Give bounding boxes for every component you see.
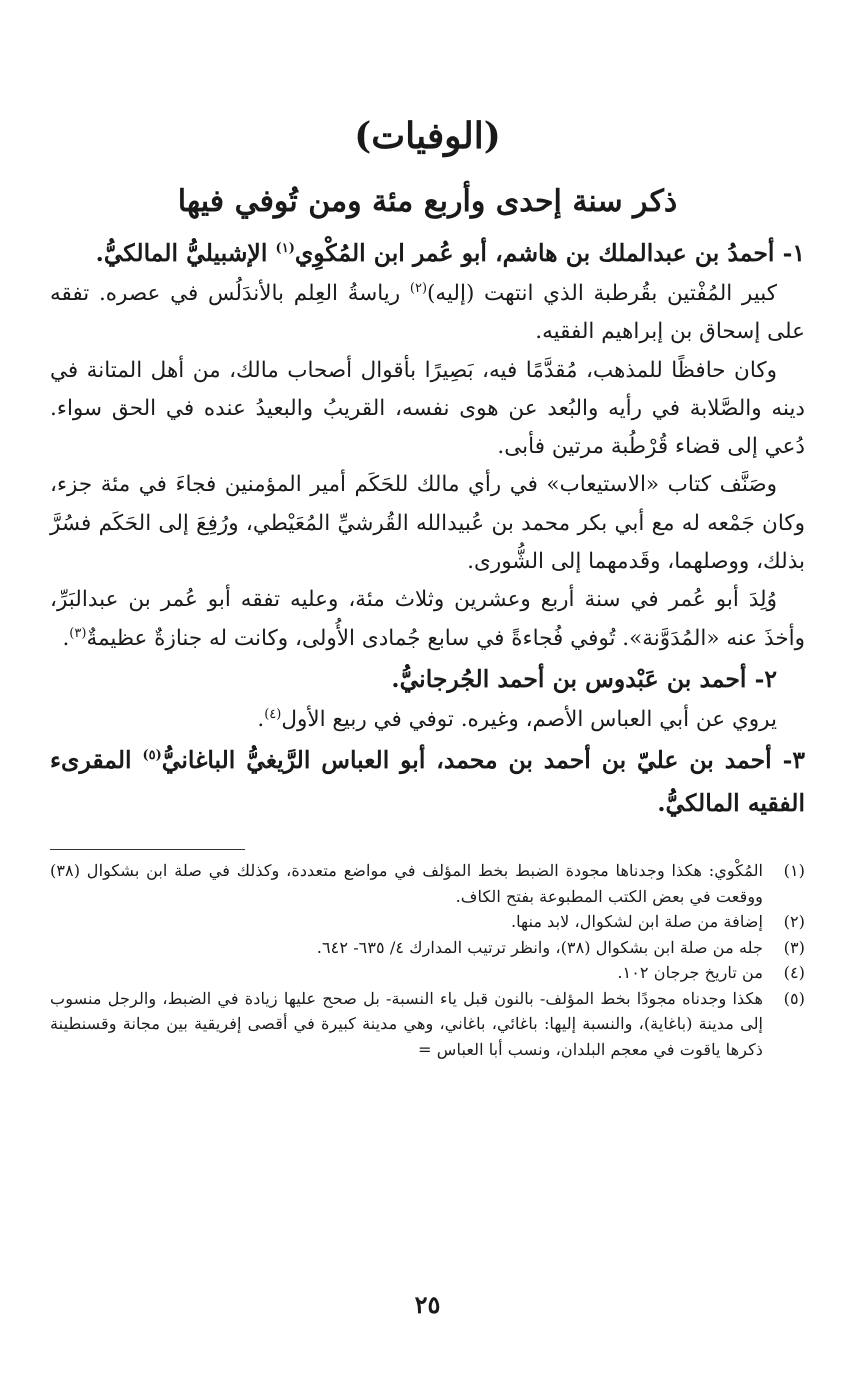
- footnote-text: هكذا وجدناه مجودًا بخط المؤلف- بالنون قبل ياء النسبة- بل صحح عليها زيادة في الضبط، والرجل منسوب إلى مدينة (باغاية)، والنسبة إليها: باغائي، باغاني، وهي مدينة كبيرة في أقصى إفريقية بين مجانة وقسنطينة ذكرها ياقوت في معجم البلدان، ونسب أبا العباس =: [50, 988, 763, 1059]
- page-number: ٢٥: [414, 1290, 441, 1319]
- chapter-title: (الوفيات): [354, 115, 501, 157]
- paragraph: [50, 466, 805, 581]
- paragraph: [50, 275, 805, 352]
- footnote-4: [50, 960, 805, 986]
- paragraph: [50, 581, 805, 658]
- footnote-text: إضافة من صلة ابن لشكوال، لابد منها.: [510, 912, 763, 932]
- paragraph-text: يروي عن أبي العباس الأصم، وغيره. توفي في ربيع الأول: [281, 706, 777, 732]
- footnote-ref: (٢): [409, 280, 428, 296]
- entry-heading-3: [50, 739, 805, 825]
- paragraph-text: وُلِدَ أبو عُمر في سنة أربع وعشرين وثلاث مئة، وعليه تفقه أبو عُمر بن عبدالبَرِّ، وأخذَ عنه «المُدَوَّنة». تُوفي فُجاءةً في سابع جُمادى الأُولى، وكانت له جنازةٌ عظيمةٌ: [50, 587, 805, 651]
- footnotes: [50, 858, 805, 1062]
- entry-heading-text: ١- أحمدُ بن عبدالملك بن هاشم، أبو عُمر ابن المُكْوِي: [294, 239, 805, 267]
- paragraph: [50, 701, 805, 739]
- paragraph: [50, 352, 805, 467]
- paragraph-text: كبير المُفْتين بقُرطبة الذي انتهت (إليه): [427, 281, 777, 306]
- entry-heading-1: [50, 232, 805, 275]
- footnote-ref: (٣): [69, 625, 87, 641]
- paragraph-text: وكان حافظًا للمذهب، مُقدَّمًا فيه، بَصِيرًا بأقوال أصحاب مالك، من أهل المتانة في دينه والصَّلابة في رأيه والبُعد عن هوى نفسه، القريبُ والبعيدُ عنده في الحق سواء. دُعي إلى قضاء قُرْطُبة مرتين فأبى.: [50, 357, 805, 460]
- footnote-ref: (١): [275, 241, 295, 257]
- footnote-number: (٢): [783, 912, 805, 932]
- entry-heading-text: ٣- أحمد بن عليّ بن أحمد بن محمد، أبو العباس الرَّيغيُّ الباغانيُّ: [161, 746, 805, 775]
- paragraph-text: وصَنَّف كتاب «الاستيعاب» في رأي مالك للحَكَم أمير المؤمنين فجاءَ في مئة جزء، وكان جَمْعه له مع أبي بكر محمد بن عُبيدالله القُرشيِّ المُعَيْطي، ورُفِعَ إلى الحَكَم فسُرَّ بذلك، ووصلهما، وقَدمهما إلى الشُّورى.: [50, 472, 805, 575]
- footnote-divider: [50, 849, 245, 850]
- paragraph-text-tail: .: [257, 706, 265, 732]
- footnote-number: (٤): [783, 963, 805, 983]
- footnote-number: (٣): [783, 937, 805, 957]
- footnote-2: [50, 909, 805, 935]
- entry-heading-text: ٢- أحمد بن عَبْدوس بن أحمد الجُرجانيُّ.: [391, 664, 777, 693]
- footnote-3: [50, 935, 805, 961]
- footnote-text: من تاريخ جرجان ١٠٢.: [617, 963, 763, 983]
- footnote-text: المُكْوي: هكذا وجدناها مجودة الضبط بخط المؤلف في مواضع متعددة، وكذلك في صلة ابن بشكوال (٣٨) ووقعت في بعض الكتب المطبوعة بفتح الكاف.: [50, 861, 763, 906]
- footnote-ref: (٥): [142, 748, 162, 764]
- footnote-5: [50, 986, 805, 1063]
- paragraph-text-tail: رياسةُ العِلم بالأندَلُس في عصره. تفقه على إسحاق بن إبراهيم الفقيه.: [50, 281, 805, 345]
- entry-heading-2: [50, 658, 805, 701]
- entry-heading-tail: الإشبيليُّ المالكيُّ.: [95, 239, 276, 267]
- section-heading: ذكر سنة إحدى وأربع مئة ومن تُوفي فيها: [177, 184, 678, 219]
- footnote-number: (١): [783, 861, 805, 881]
- footnote-1: [50, 858, 805, 909]
- footnote-ref: (٤): [264, 706, 282, 722]
- paragraph-text-tail: .: [62, 625, 70, 651]
- footnote-text: جله من صلة ابن بشكوال (٣٨)، وانظر ترتيب المدارك ٤/ ٦٣٥- ٦٤٢.: [316, 937, 763, 957]
- footnote-number: (٥): [783, 988, 805, 1008]
- entry-heading-tail: المقرىء الفقيه المالكيُّ.: [50, 746, 805, 818]
